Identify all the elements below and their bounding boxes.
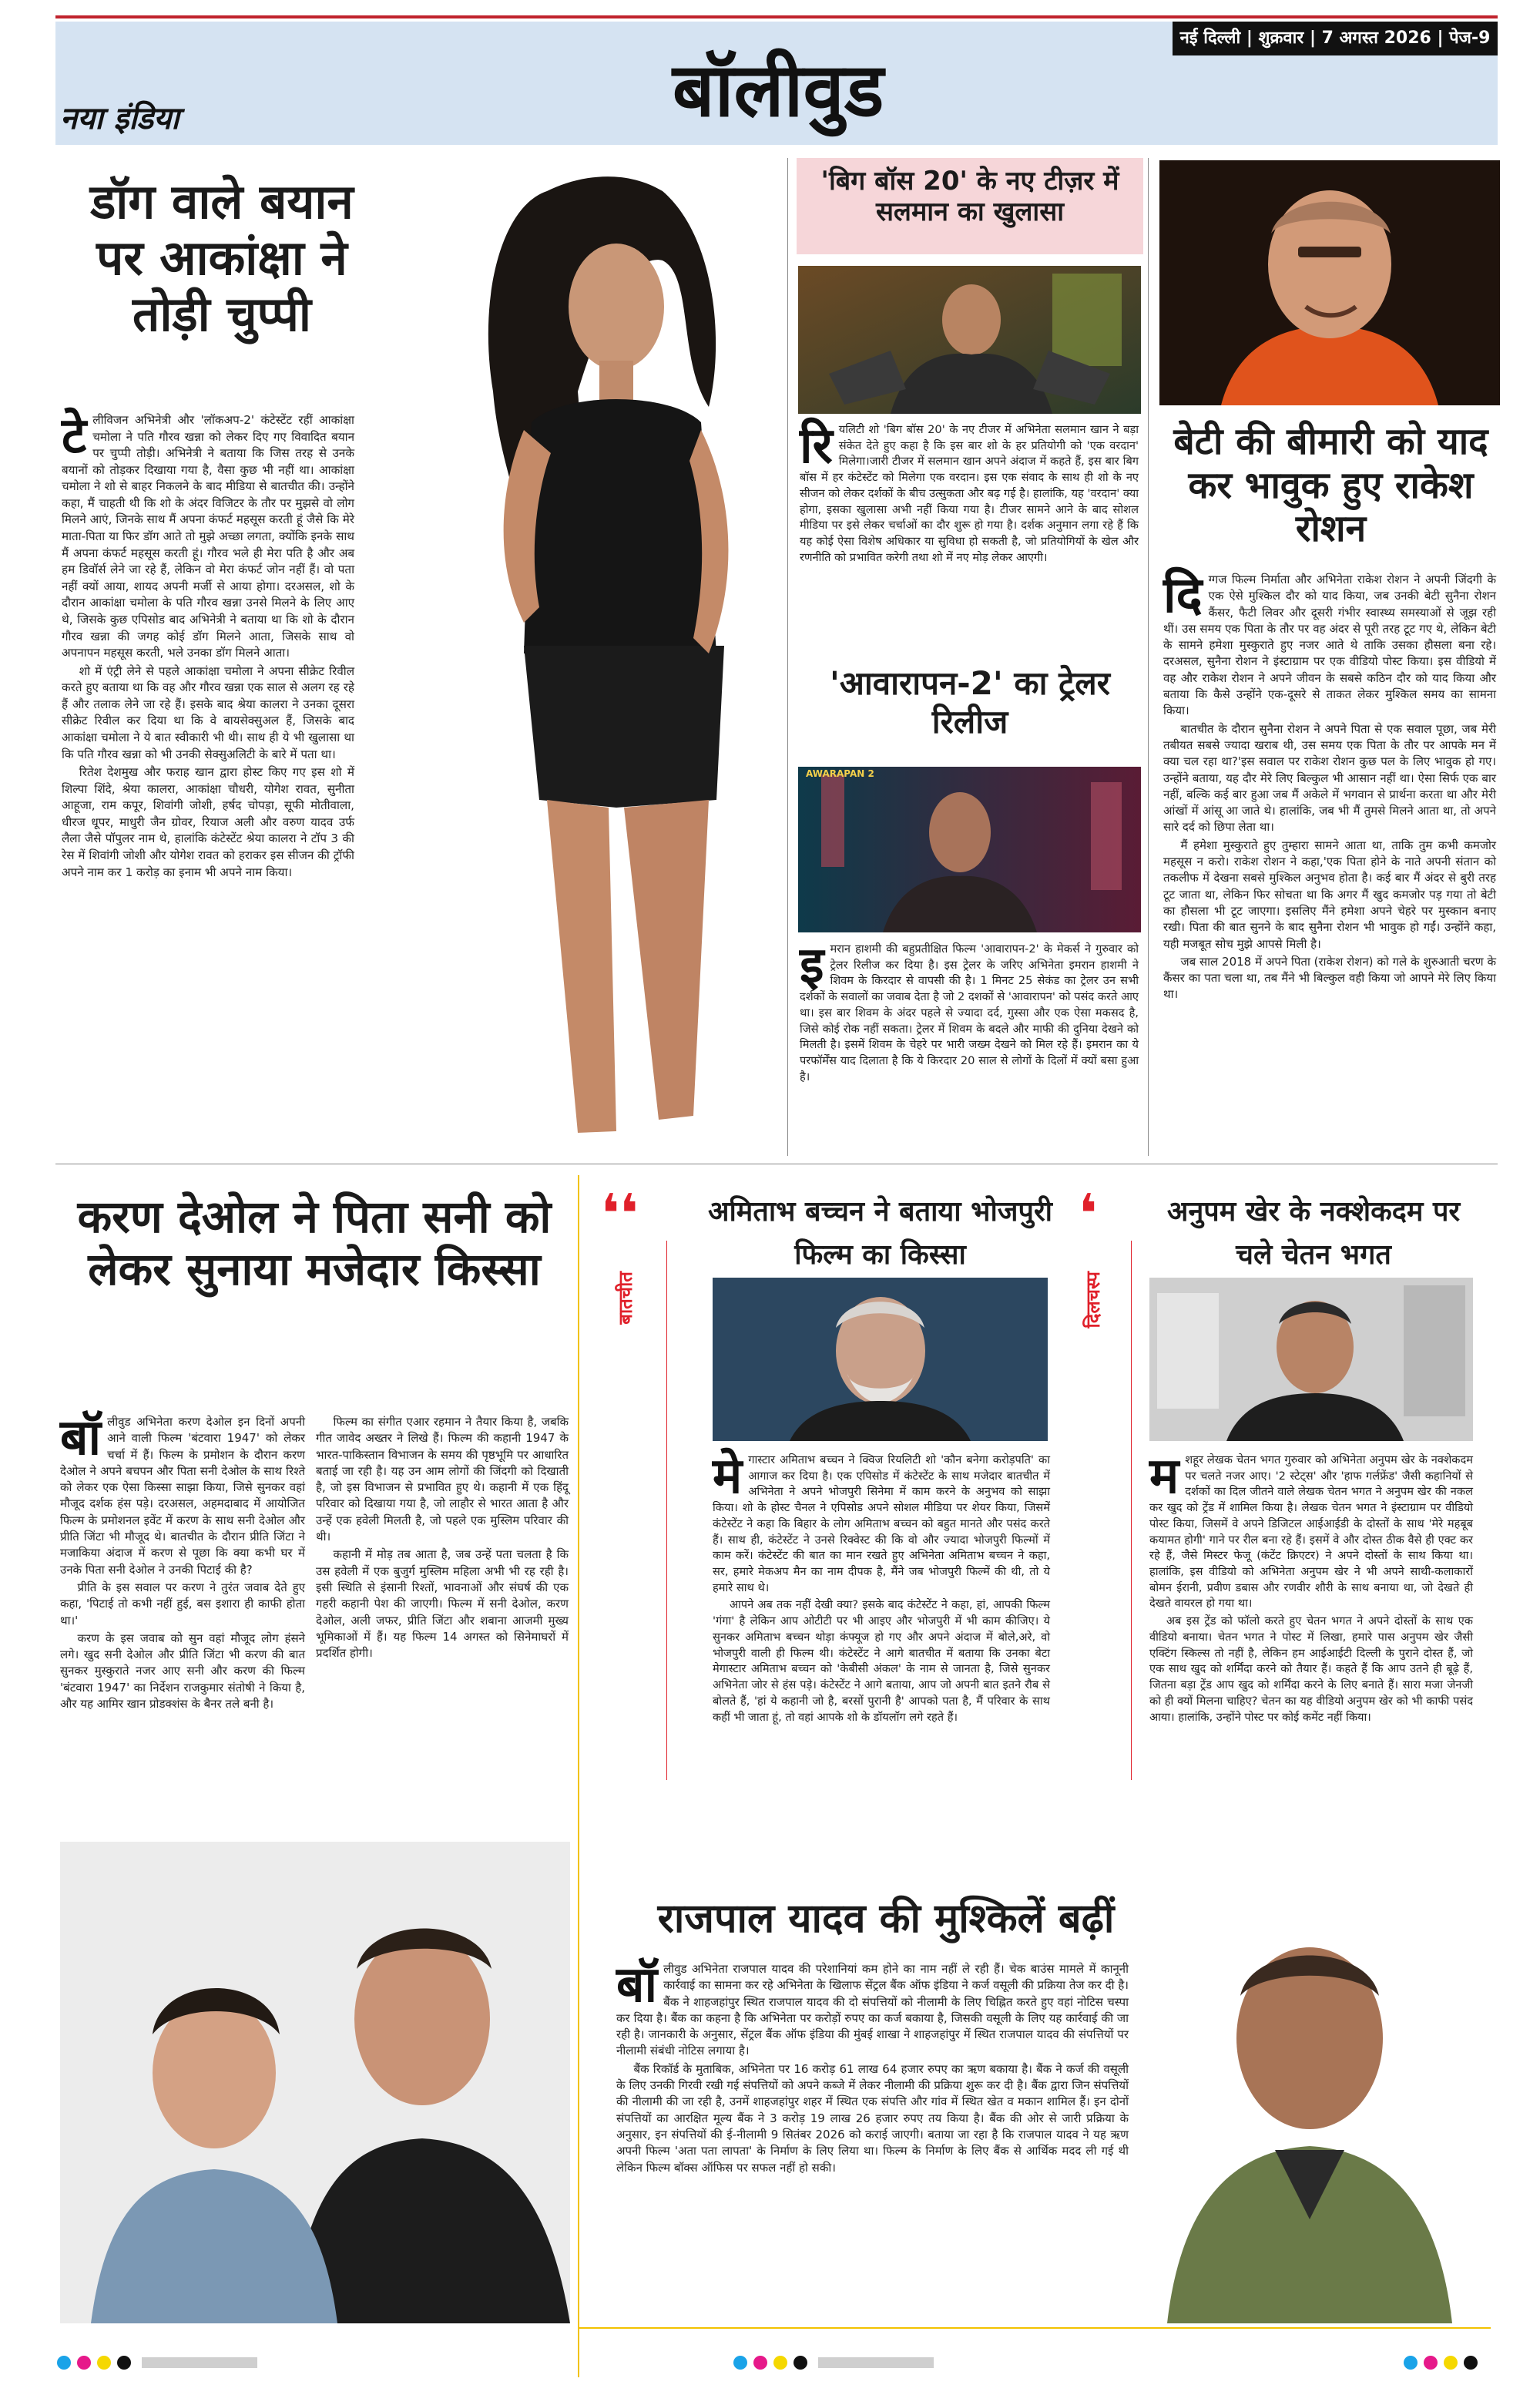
akanksha-para2: शो में एंट्री लेने से पहले आकांक्षा चमोला ने अपना सीक्रेट रिवील करते हुए बताया था कि वह और गौरव खन्ना एक साल से अलग रह रहे हैं और तलाक लेने जा रहे हैं। इसके बाद श्रेया कालरा ने उनका दूसरा सीक्रेट रिवील कर दिया था कि वे बायसेक्सुअल हैं, जिसके बाद आकांक्षा चमोला ने ये बात स्वीकारी भी थी। साथ ही ये भी खुलासा था कि पति गौरव खन्ना को भी उनकी सेक्सुअलिटी के बारे में पता था।: [62, 663, 354, 761]
story-rajpal-body: [616, 1956, 1129, 2178]
headline-akanksha: डॉग वाले बयान पर आकांक्षा ने तोड़ी चुप्पी: [90, 173, 354, 343]
yellow-frame-bottom: [578, 2327, 1491, 2329]
brand-logo: नया इंडिया: [60, 101, 179, 136]
footer-registration-right: [1402, 2354, 1498, 2371]
headline-rakesh: बेटी की बीमारी को याद कर भावुक हुए राकेश रोशन: [1173, 420, 1488, 551]
awarapan-poster-text: AWARAPAN 2: [806, 768, 874, 779]
dropcap-rajpal: बॉ: [616, 1956, 658, 2014]
dropcap-amitabh: मे: [713, 1447, 743, 1505]
story-bigboss-body: [800, 417, 1139, 567]
rajpal-para1: लीवुड अभिनेता राजपाल यादव की परेशानियां कम होने का नाम नहीं ले रही हैं। चेक बाउंस मामले में कानूनी कार्रवाई का सामना कर रहे अभिनेता के खिलाफ सेंट्रल बैंक ऑफ इंडिया ने कर्ज वसूली की प्रक्रिया तेज कर दी है। बैंक ने शाहजहांपुर स्थित राजपाल यादव की दो संपत्तियों को नीलामी के लिए चिह्नित करते हुए वहां नोटिस चस्पा कर दिया है। बैंक का कहना है कि अभिनेता पर करोड़ों रुपए का कर्ज बकाया है, जिसकी वसूली के लिए यह कार्रवाई की जा रही है। जानकारी के अनुसार, सेंट्रल बैंक ऑफ इंडिया की मुंबई शाखा ने शाहजहांपुर में स्थित राजपाल यादव की संपत्तियों पर नीलामी संबंधी नोटिस लगाया है।: [616, 1962, 1129, 2058]
headline-chetan: अनुपम खेर के नक्शेकदम पर चले चेतन भगत: [1166, 1196, 1461, 1271]
headline-amitabh: अमिताभ बच्चन ने बताया भोजपुरी फिल्म का किस्सा: [707, 1196, 1053, 1271]
dropcap-karan: बॉ: [60, 1409, 102, 1466]
column-rule-1: [787, 158, 788, 1156]
amitabh-para2: आपने अब तक नहीं देखी क्या? इसके बाद कंटेस्टेंट ने कहा, हां, आपकी फिल्म 'गंगा' है लेकिन आप ओटीटी पर भी आइए और भोजपुरी में भी काम कीजिए। ये सुनकर अमिताभ बच्चन थोड़ा कंफ्यूज हो गए और अपने अंदाज में बोले,अरे, वो भोजपुरी वाली ही फिल्म थी। कंटेस्टेंट ने आगे बातचीत में बताया कि उनका बेटा मेगास्टार अमिताभ बच्चन को 'केबीसी अंकल' के नाम से जानता है, जिसे सुनकर अभिनेता जोर से हंस पड़े। कंटेस्टेंट ने आगे बताया, आप जो अपनी बात इतने रौब से बोलते हैं, 'हां ये कहानी जो है, बरसों पुरानी है' आपको पता है, मैं परिवार के साथ कहीं भी जाता हूं, तो वहां आपके शो के डॉयलॉग लगे रहते हैं।: [713, 1598, 1050, 1724]
headline-rajpal: राजपाल यादव की मुश्किलें बढ़ीं: [657, 1896, 1115, 1942]
karan-col1-p1: लीवुड अभिनेता करण देओल इन दिनों अपनी आने वाली फिल्म 'बंटवारा 1947' को लेकर चर्चा में हैं। फिल्म के प्रमोशन के दौरान करण देओल ने अपने बचपन और पिता सनी देओल के साथ रिश्ते को लेकर एक ऐसा किस्सा साझा किया, जिसे सुनकर वहां मौजूद दर्शक हंस पड़े। दरअसल, अहमदाबाद में आयोजित फिल्म के प्रमोशनल इवेंट में करण के साथ सनी देओल और प्रीति जिंटा भी मौजूद थे। बातचीत के दौरान प्रीति जिंटा ने मजाकिया अंदाज में करण से पूछा कि क्या कभी घर में उनके पिता सनी देओल ने उनकी पिटाई की है?: [60, 1415, 305, 1577]
story-amitabh-body: [713, 1447, 1050, 1727]
photo-awarapan-poster: [798, 767, 1141, 932]
story-rakesh-body: [1163, 566, 1496, 1005]
headline-bigboss: 'बिग बॉस 20' के नए टीज़र में सलमान का खुलासा: [820, 166, 1119, 228]
kicker-dilchasp: दिलचस्प: [1082, 1271, 1104, 1329]
kicker-rule-right: [1131, 1241, 1132, 1780]
amitabh-para1: गास्टार अमिताभ बच्चन ने क्विज रियलिटी शो 'कौन बनेगा करोड़पति' का आगाज कर दिया है। एक एपिसोड में कंटेस्टेंट के साथ मजेदार बातचीत में अभिनेता ने अपने भोजपुरी सिनेमा में काम करने के अनुभव को साझा किया। शो के होस्ट चैनल ने एपिसोड अपने सोशल मीडिया पर शेयर किया, जिसमें कंटेस्टेंट ने कहा कि बिहार के लोग अमिताभ बच्चन को बहुत मानते और पसंद करते हैं। साथ ही, कंटेस्टेंट ने उनसे रिक्वेस्ट की कि वो और ज्यादा भोजपुरी फिल्मों में काम करें। कंटेस्टेंट की बात का मान रखते हुए अभिनेता अमिताभ बच्चन ने कहा, सर, हमारे मेकअप मैन का नाम दीपक है, मैंने जब भोजपुरी फिल्में की थी, तो ये हमारे साथ थे।: [713, 1453, 1050, 1594]
karan-col1-p2: प्रीति के इस सवाल पर करण ने तुरंत जवाब देते हुए कहा, 'पिटाई तो कभी नहीं हुई, बस इशारा ही काफी होता था।': [60, 1580, 305, 1628]
akanksha-lead: लीविजन अभिनेत्री और 'लॉकअप-2' कंटेस्टेंट रहीं आकांक्षा चमोला ने पति गौरव खन्ना को लेकर दिए गए विवादित बयान पर चुप्पी तोड़ी। अभिनेत्री ने बताया कि जिस तरह से उनके बयानों को तोड़कर दिखाया गया है, वैसा कुछ भी नहीं था। आकांक्षा चमोला ने शो से बाहर निकलने के बाद मीडिया से बातचीत की। उन्होंने कहा, मैं चाहती थी कि शो के अंदर विजिटर के तौर पर मुझसे वो लोग मिलने आएं, जिनके साथ मैं अपना कंफर्ट महसूस करती हूं जैसे कि मेरे माता-पिता या फिर डॉग आते तो मुझे अच्छा लगता, क्योंकि इनके साथ मैं अपना कंफर्ट महसूस करती हूं। गौरव भले ही मेरा पति है और अब हम डिवॉर्स लेने जा रहे हैं, लेकिन वो मेरा कंफर्ट जोन नहीं हैं। वो पता नहीं क्यों आया, शायद अपनी मर्जी से आया होगा। दरअसल, शो के दौरान आकांक्षा चमोला के पति गौरव खन्ना उनसे मिलने के लिए आए थे, जिसके कुछ एपिसोड बाद अभिनेत्री ने बताया था कि शो के दौरान गौरव खन्ना की जगह कोई डॉग मिलने आता, जिसके साथ वो अपनापन महसूस करती, भले उनका डॉग मिलने आता।: [62, 413, 354, 660]
awarapan-text: मरान हाशमी की बहुप्रतीक्षित फिल्म 'आवारापन-2' के मेकर्स ने गुरुवार को ट्रेलर रिलीज कर दिया है। इस ट्रेलर के जरिए अभिनेता इमरान हाशमी ने शिवम के किरदार से वापसी की है। 1 मिनट 25 सेकंड का ट्रेलर उन सभी दर्शकों के सवालों का जवाब देता है जो 2 दशकों से 'आवारापन' को पसंद करते आए था। इस बार शिवम के अंदर पहले से ज्यादा दर्द, गुस्सा और एक ऐसा मकसद है, जिसे कोई रोक नहीं सकता। ट्रेलर में शिवम के बदले और माफी की दुनिया देखने को मिलती है। इसमें शिवम के चेहरे पर भारी जख्म देखने को मिल रहे हैं। इमरान का ये परफॉर्मेंस याद दिलाता है कि ये किरदार 20 साल से लोगों के दिलों में क्यों बसा हुआ है।: [800, 942, 1139, 1083]
headline-awarapan: 'आवारापन-2' का ट्रेलर रिलीज: [830, 664, 1110, 741]
top-rule: [55, 15, 1498, 18]
quote-mark-right: ❛: [1079, 1182, 1098, 1245]
photo-amitabh: [713, 1278, 1048, 1441]
karan-col2-p2: कहानी में मोड़ तब आता है, जब उन्हें पता चलता है कि उस हवेली में एक बुजुर्ग मुस्लिम महिला अभी भी रह रही है। इसी स्थिति से इंसानी रिश्तों, भावनाओं और संघर्ष की एक गहरी कहानी पेश की जाएगी। फिल्म में सनी देओल, करण देओल, अली जफर, प्रीति जिंटा और शबाना आजमी मुख्य भूमिकाओं में हैं। यह फिल्म 14 अगस्त को सिनेमाघरों में प्रदर्शित होगी।: [316, 1547, 569, 1661]
story-awarapan-body: [800, 936, 1139, 1087]
chetan-para1: शहूर लेखक चेतन भगत गुरुवार को अभिनेता अनुपम खेर के नक्शेकदम पर चलते नजर आए। '2 स्टेट्स' और 'हाफ गर्लफ्रेंड' जैसी कहानियों से दर्शकों का दिल जीतने वाले लेखक चेतन भगत ने अनुपम खेर की नकल कर खुद को ट्रेंड में शामिल किया है। लेखक चेतन भगत ने इंस्टाग्राम पर वीडियो पोस्ट किया, जिसमें वे अपने डिजिटल आईआईडी के दोस्तों के साथ 'मेरे महबूब कयामत होगी' गाने पर रील बना रहे हैं। इसमें वे और दोस्त ठीक वैसे ही एक्ट कर रहे हैं, जैसे मिस्टर फेजू (कंटेंट क्रिएटर) ने अपने दोस्तों के साथ किया था। हालांकि, इस वीडियो को अभिनेता अनुपम खेर ने भी अपने साथी-कलाकारों बोमन ईरानी, प्रवीण डबास और रणवीर शौरी के साथ बनाया था, जो देखते ही देखते वायरल हो गया था।: [1149, 1453, 1473, 1611]
dropcap-akanksha: टे: [62, 407, 87, 465]
story-akanksha-body: [62, 407, 354, 882]
story-chetan-body: [1149, 1447, 1473, 1727]
rajpal-para2: बैंक रिकॉर्ड के मुताबिक, अभिनेता पर 16 करोड़ 61 लाख 64 हजार रुपए का ऋण बकाया है। बैंक ने कर्ज की वसूली के लिए उनकी गिरवी रखी गई संपत्तियों को अपने कब्जे में लेकर नीलामी की प्रक्रिया शुरू कर दी है। बैंक द्वारा जिन संपत्तियों की नीलामी की जा रही है, उनमें शाहजहांपुर शहर में स्थित एक संपत्ति और गांव में स्थित खेत व मकान शामिल हैं। इन दोनों संपत्तियों का आरक्षित मूल्य बैंक ने 3 करोड़ 19 लाख 26 हजार रुपए तय किया है। बैंक की ओर से जारी प्रक्रिया के अनुसार, इन संपत्तियों की ई-नीलामी 9 सितंबर 2026 को कराई जाएगी। बताया जा रहा है कि राजपाल यादव ने यह ऋण अपनी फिल्म 'अता पता लापता' के निर्माण के लिए लिया था। फिल्म के निर्माण के लिए बैंक से आर्थिक मदद ली गई थी लेकिन फिल्म बॉक्स ऑफिस पर सफल नहीं हो सकी।: [616, 2061, 1129, 2175]
quote-mark-left: ❛❛: [601, 1182, 639, 1245]
dropcap-rakesh: दि: [1163, 566, 1203, 624]
photo-rajpal: [1136, 1896, 1483, 2323]
photo-rakesh-roshan: [1159, 160, 1500, 405]
footer-registration-center: [732, 2354, 978, 2371]
rakesh-para2: बातचीत के दौरान सुनैना रोशन ने अपने पिता से एक सवाल पूछा, जब मेरी तबीयत सबसे ज्यादा खराब थी, उस समय एक पिता के तौर पर आपके मन में क्या चल रहा था?'इस सवाल पर राकेश रोशन कुछ पल के लिए भावुक हो गए। उन्होंने बताया, यह दौर मेरे लिए बिल्कुल भी आसान नहीं था। ऐसा सिर्फ एक बार नहीं, बल्कि कई बार हुआ जब मैं अकेले में भगवान से प्रार्थना करता था और मेरी आंखों में आंसू आ जाते थे। हालांकि, जब भी मैं तुमसे मिलने आता था, तो अपने सारे दर्द को छिपा लेता था।: [1163, 721, 1496, 835]
dropcap-awarapan: इ: [800, 936, 824, 994]
karan-col2-p1: फिल्म का संगीत एआर रहमान ने तैयार किया है, जबकि गीत जावेद अख्तर ने लिखे हैं। फिल्म की कहानी 1947 के भारत-पाकिस्तान विभाजन के समय की पृष्ठभूमि पर आधारित बताई जा रही है। यह उन आम लोगों की जिंदगी को दिखाती है, जो इस विभाजन से प्रभावित हुए थे। कहानी में एक हिंदू परिवार को दिखाया गया है, जो लाहौर से भारत आता है और उन्हें एक हवेली मिलती है, जो पहले एक मुस्लिम परिवार की थी।: [316, 1415, 569, 1544]
rakesh-para3: मैं हमेशा मुस्कुराते हुए तुम्हारा सामने आता था, ताकि तुम कभी कमजोर महसूस न करो। राकेश रोशन ने कहा,'एक पिता होने के नाते अपनी संतान को तकलीफ में देखना सबसे मुश्किल अनुभव होता है। कई बार मैं अंदर से बुरी तरह टूट जाता था, लेकिन फिर सोचता था कि अगर मैं खुद कमजोर पड़ गया तो बेटी का हौसला भी टूट जाएगा। इसलिए मैंने हमेशा अपने चेहरे पर मुस्कान बनाए रखी। पिता की बात सुनने के बाद सुनैना रोशन भी भावुक हो गईं। उन्होंने कहा, यही मजबूत सोच मुझे आपसे मिली है।: [1163, 838, 1496, 951]
yellow-frame-top: [578, 1175, 579, 2377]
photo-chetan: [1149, 1278, 1473, 1441]
photo-akanksha: [385, 160, 786, 1154]
akanksha-para3: रितेश देशमुख और फराह खान द्वारा होस्ट किए गए इस शो में शिल्पा शिंदे, श्रेया कालरा, आकांक्षा चौधरी, योगेश रावत, सुनीता आहूजा, राम कपूर, शिवांगी जोशी, हर्षद चोपड़ा, सूफी मोतीवाला, धीरज धूपर, माधुरी जैन ग्रोवर, रियाज अली और वरुण यादव उर्फ लैला जैसे पॉपुलर नाम थे, हालांकि कंटेस्टेंट श्रेया कालरा ने टॉप 3 की रेस में शिवांगी जोशी और योगेश रावत को हराकर इस सीजन की ट्रॉफी अपने नाम कर 1 करोड़ का इनाम भी अपने नाम किया।: [62, 765, 354, 879]
photo-karan-sunny: [60, 1842, 570, 2323]
dropcap-chetan: म: [1149, 1447, 1179, 1505]
headline-karan: करण देओल ने पिता सनी को लेकर सुनाया मजेदार किस्सा: [77, 1191, 552, 1296]
photo-salman: [798, 266, 1141, 414]
column-rule-2: [1148, 158, 1149, 1156]
karan-col1-p3: करण के इस जवाब को सुन वहां मौजूद लोग हंसने लगे। खुद सनी देओल और प्रीति जिंटा भी करण की बात सुनकर मुस्कुराते नजर आए सनी और करण की फिल्म 'बंटवारा 1947' का निर्देशन राजकुमार संतोषी ने किया है, और यह आमिर खान प्रोडक्शंस के बैनर तले बनी है।: [60, 1631, 305, 1711]
bigboss-text: यलिटी शो 'बिग बॉस 20' के नए टीजर में अभिनेता सलमान खान ने बड़ा संकेत देते हुए कहा है कि इस बार शो के हर प्रतियोगी को 'एक वरदान' मिलेगा।जारी टीजर में सलमान खान अपने अंदाज में कहते हैं, इस बार बिग बॉस में हर कंटेस्टेंट को मिलेगा एक वरदान। इस एक संवाद के साथ ही शो के नए सीजन को लेकर दर्शकों के बीच उत्सुकता और बढ़ गई है। हालांकि, यह 'वरदान' क्या होगा, इसका खुलासा अभी नहीं किया गया है। टीजर सामने आने के बाद सोशल मीडिया पर इसे लेकर चर्चाओं का दौर शुरू हो गया है। दर्शक अनुमान लगा रहे हैं कि यह कोई ऐसा विशेष अधिकार या सुविधा हो सकती है, जो प्रतियोगियों के खेल और रणनीति को प्रभावित करेगी तथा शो में नए मोड़ लेकर आएगी।: [800, 423, 1139, 564]
story-karan-col2: [316, 1414, 569, 1663]
date-line: नई दिल्ली | शुक्रवार | 7 अगस्त 2026 | पेज-9: [1173, 22, 1498, 55]
dropcap-bigboss: रि: [800, 417, 833, 475]
kicker-baatcheet: बातचीत: [615, 1271, 636, 1325]
story-karan-col1: [60, 1409, 305, 1714]
footer-registration-left: [55, 2354, 287, 2371]
chetan-para2: अब इस ट्रेंड को फॉलो करते हुए चेतन भगत ने अपने दोस्तों के साथ एक वीडियो बनाया। चेतन भगत ने पोस्ट में लिखा, हमारे पास अनुपम खेर जैसी एक्टिंग स्किल्स तो नहीं है, लेकिन हम आईआईटी दिल्ली के पुराने दोस्त हैं, जो एक साथ खुद को शर्मिंदा करने को तैयार हैं। कहते हैं कि आप उतने ही बूढ़े हैं, जितना बड़ा ट्रेंड आप खुद को शर्मिंदा करने के लिए बनाते हैं। सारा मजा जेनजी को ही क्यों मिलना चाहिए? चेतन का यह वीडियो अनुपम खेर को भी काफी पसंद आया। हालांकि, उन्होंने पोस्ट पर कोई कमेंट नहीं किया।: [1149, 1614, 1473, 1724]
rakesh-para4: जब साल 2018 में अपने पिता (राकेश रोशन) को गले के शुरुआती चरण के कैंसर का पता चला था, तब मैंने भी बिल्कुल वही किया जो आपने मेरे लिए किया था।: [1163, 954, 1496, 1002]
rakesh-para1: ग्गज फिल्म निर्माता और अभिनेता राकेश रोशन ने अपनी जिंदगी के एक ऐसे मुश्किल दौर को याद किया, जब उनकी बेटी सुनैना रोशन कैंसर, फैटी लिवर और दूसरी गंभीर स्वास्थ्य समस्याओं से जूझ रही थीं। उस समय एक पिता के तौर पर वह अंदर से पूरी तरह टूट गए थे, लेकिन बेटी के सामने हमेशा मुस्कुराते हुए नजर आते थे ताकि उसका हौसला बना रहे। दरअसल, सुनैना रोशन ने इंस्टाग्राम पर एक वीडियो पोस्ट किया। इस वीडियो में वह और राकेश रोशन ने अपने जीवन के सबसे कठिन दौर को याद किया और बताया कि कैसे उन्होंने एक-दूसरे से ताकत लेकर मुश्किल समय का सामना किया।: [1163, 573, 1496, 718]
section-title: बॉलीवुड: [672, 47, 884, 133]
kicker-rule-left: [666, 1241, 667, 1780]
